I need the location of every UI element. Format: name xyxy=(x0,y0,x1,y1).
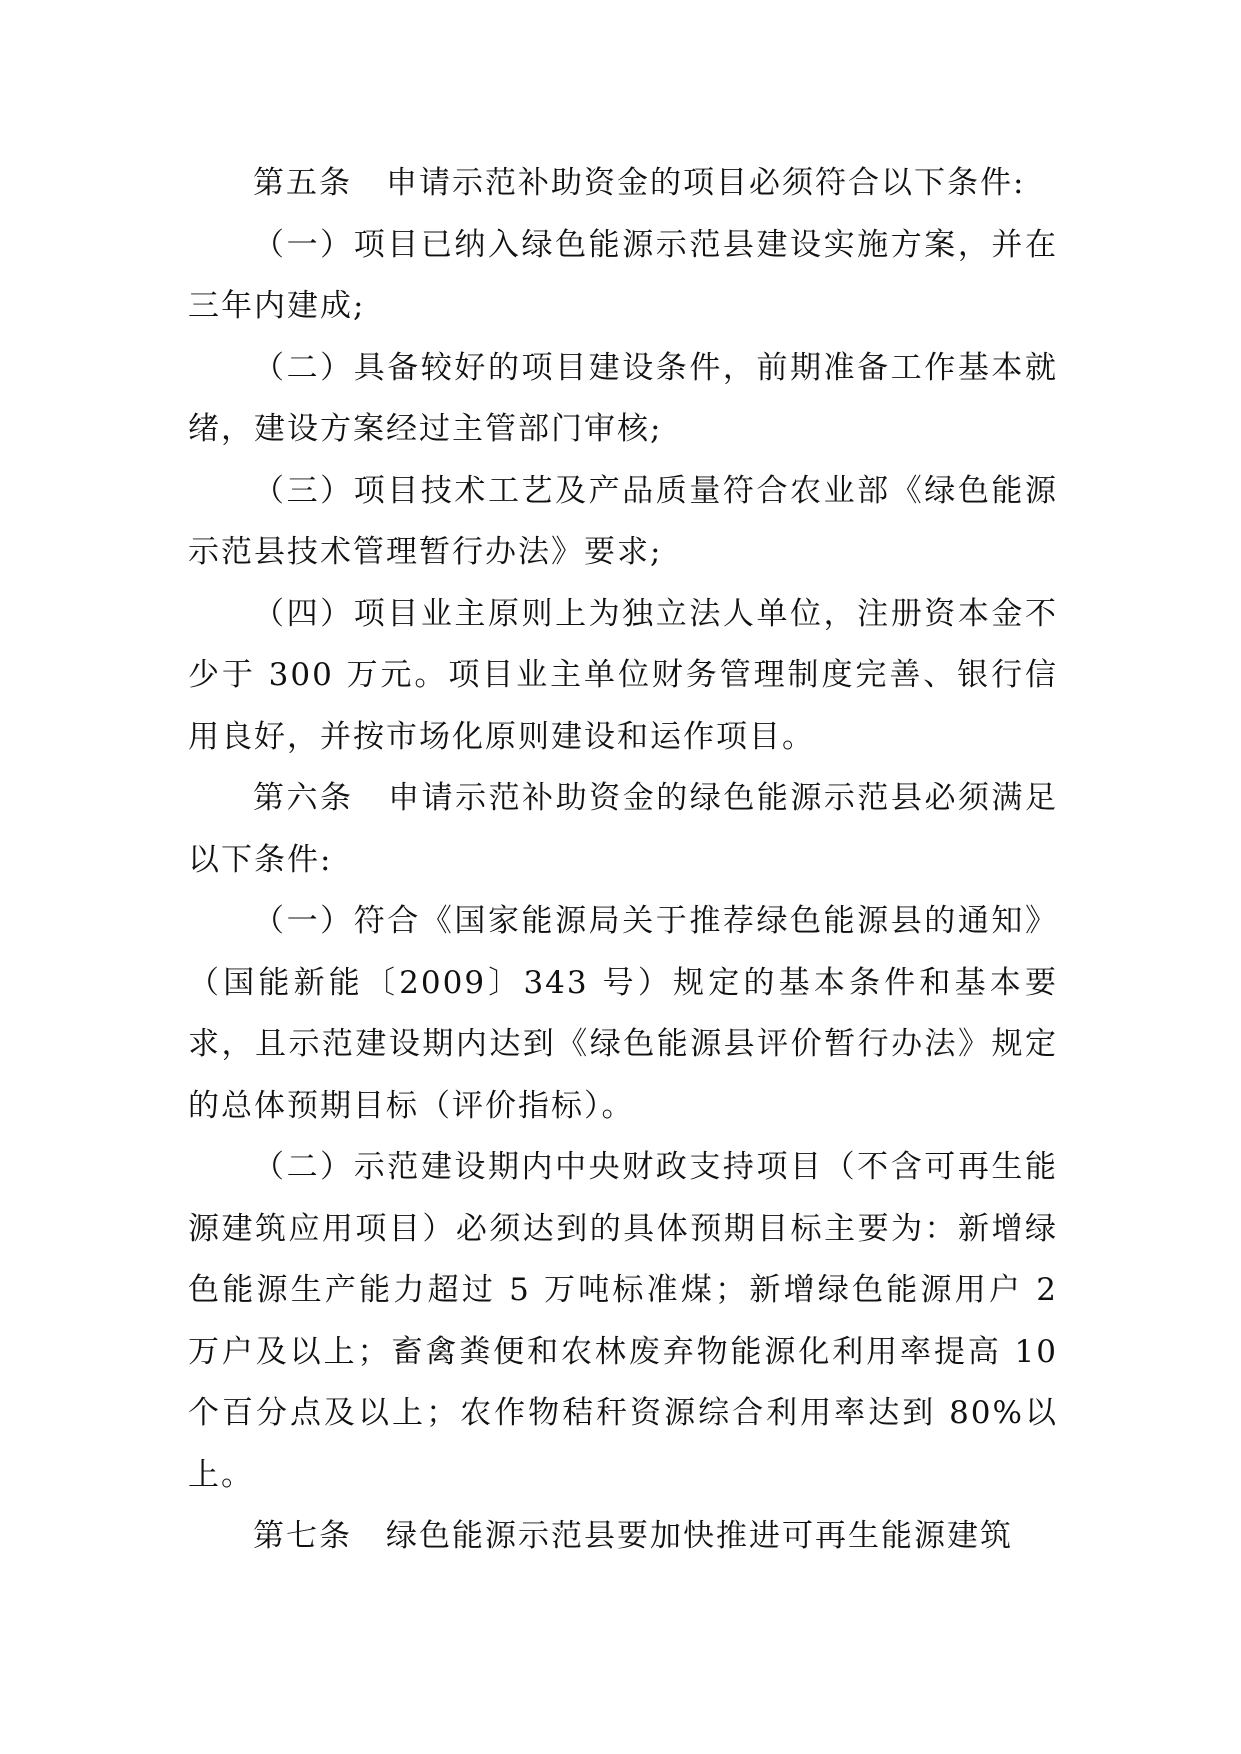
article-6-intro: 申请示范补助资金的绿色能源示范县必须满足以下条件: xyxy=(188,780,1059,878)
document-body xyxy=(188,153,1058,1568)
article-5-item-1: （一）项目已纳入绿色能源示范县建设实施方案，并在三年内建成; xyxy=(188,226,1058,324)
article-5-item-3: （三）项目技术工艺及产品质量符合农业部《绿色能源示范县技术管理暂行办法》要求; xyxy=(188,472,1058,570)
article-5-item-4: （四）项目业主原则上为独立法人单位，注册资本金不少于 300 万元。项目业主单位财务管理制度完善、银行信用良好，并按市场化原则建设和运作项目。 xyxy=(188,595,1058,755)
article-6-item-1: （一）符合《国家能源局关于推荐绿色能源县的通知》（国能新能〔2009〕343 号）规定的基本条件和基本要求，且示范建设期内达到《绿色能源县评价暂行办法》规定的总体预期目标（评价指标）。 xyxy=(188,903,1058,1124)
article-6-heading: 第六条 xyxy=(253,780,354,816)
article-5-item-2: （二）具备较好的项目建设条件，前期准备工作基本就绪，建设方案经过主管部门审核; xyxy=(188,349,1058,447)
article-7-heading: 第七条 xyxy=(253,1518,352,1554)
article-6-intro-paragraph xyxy=(188,768,1058,891)
article-5-intro-paragraph xyxy=(188,153,1058,215)
article-7-intro: 绿色能源示范县要加快推进可再生能源建筑 xyxy=(386,1518,1013,1554)
article-7-intro-paragraph xyxy=(188,1506,1058,1568)
article-6-item-2: （二）示范建设期内中央财政支持项目（不含可再生能源建筑应用项目）必须达到的具体预期目标主要为：新增绿色能源生产能力超过 5 万吨标准煤；新增绿色能源用户 2 万户及以上；畜禽粪便和农林废弃物能源化利用率提高 10 个百分点及以上；农作物秸秆资源综合利用率达到 80%以上。 xyxy=(188,1149,1058,1493)
article-5-heading: 第五条 xyxy=(253,165,352,201)
article-5-intro: 申请示范补助资金的项目必须符合以下条件: xyxy=(386,165,1026,201)
